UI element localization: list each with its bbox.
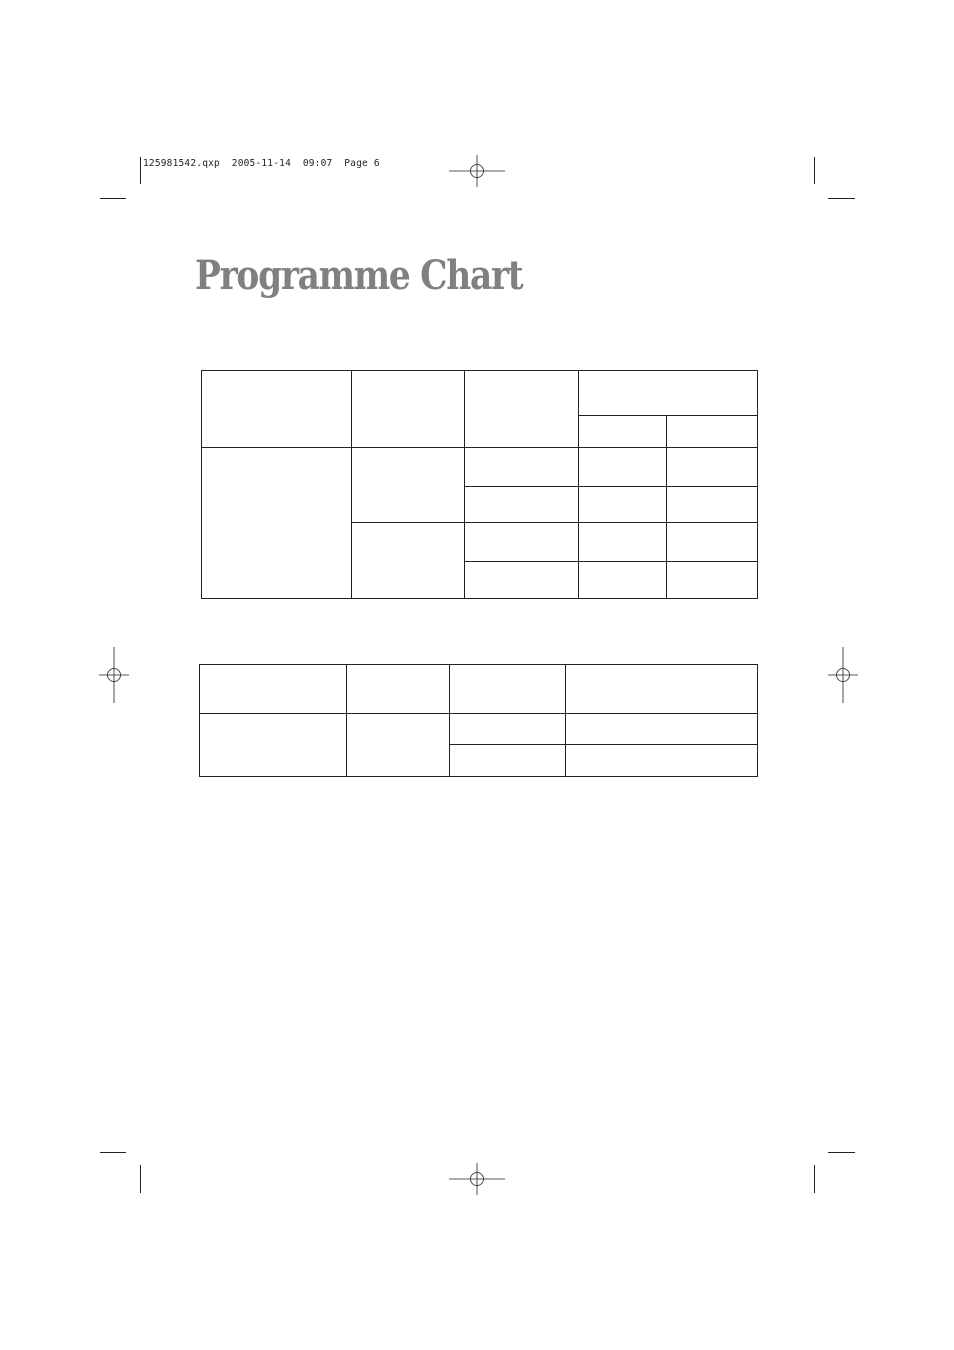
crop-mark-icon — [140, 1165, 141, 1193]
table-cell — [449, 665, 566, 714]
table-cell — [579, 416, 667, 448]
crop-mark-icon — [828, 1152, 855, 1153]
table-cell — [566, 745, 758, 777]
crosshair-circle-icon — [99, 647, 129, 703]
table-cell — [464, 448, 579, 487]
table-cell — [200, 665, 347, 714]
table-cell — [449, 714, 566, 745]
table-cell — [200, 714, 347, 777]
table-cell — [566, 714, 758, 745]
table-cell — [202, 371, 352, 448]
table-cell — [579, 487, 667, 523]
crop-mark-icon — [814, 1165, 815, 1193]
crop-mark-icon — [100, 1152, 126, 1153]
crop-mark-icon — [100, 198, 126, 199]
crop-mark-icon — [814, 157, 815, 184]
table-cell — [351, 523, 464, 599]
table-cell — [464, 371, 579, 448]
programme-table-1 — [201, 370, 758, 599]
table-cell — [667, 523, 758, 562]
table-cell — [579, 523, 667, 562]
crop-mark-icon — [828, 198, 855, 199]
table-cell — [464, 523, 579, 562]
table-cell — [667, 487, 758, 523]
print-slug: 125981542.qxp 2005-11-14 09:07 Page 6 — [143, 158, 380, 169]
table-cell — [566, 665, 758, 714]
table-cell — [351, 448, 464, 523]
table-cell — [449, 745, 566, 777]
table-cell — [464, 562, 579, 599]
table-cell — [667, 448, 758, 487]
table-cell — [667, 416, 758, 448]
table-cell — [667, 562, 758, 599]
table-cell — [346, 665, 449, 714]
page-title: Programme Chart — [195, 252, 523, 299]
table-cell — [579, 562, 667, 599]
crosshair-circle-icon — [449, 1163, 505, 1195]
crop-mark-icon — [140, 157, 141, 184]
table-cell — [202, 448, 352, 599]
table-cell — [346, 714, 449, 777]
table-cell — [579, 371, 758, 416]
table-cell — [579, 448, 667, 487]
table-cell — [464, 487, 579, 523]
crosshair-circle-icon — [828, 647, 858, 703]
programme-table-2 — [199, 664, 758, 777]
crosshair-circle-icon — [449, 155, 505, 187]
table-cell — [351, 371, 464, 448]
